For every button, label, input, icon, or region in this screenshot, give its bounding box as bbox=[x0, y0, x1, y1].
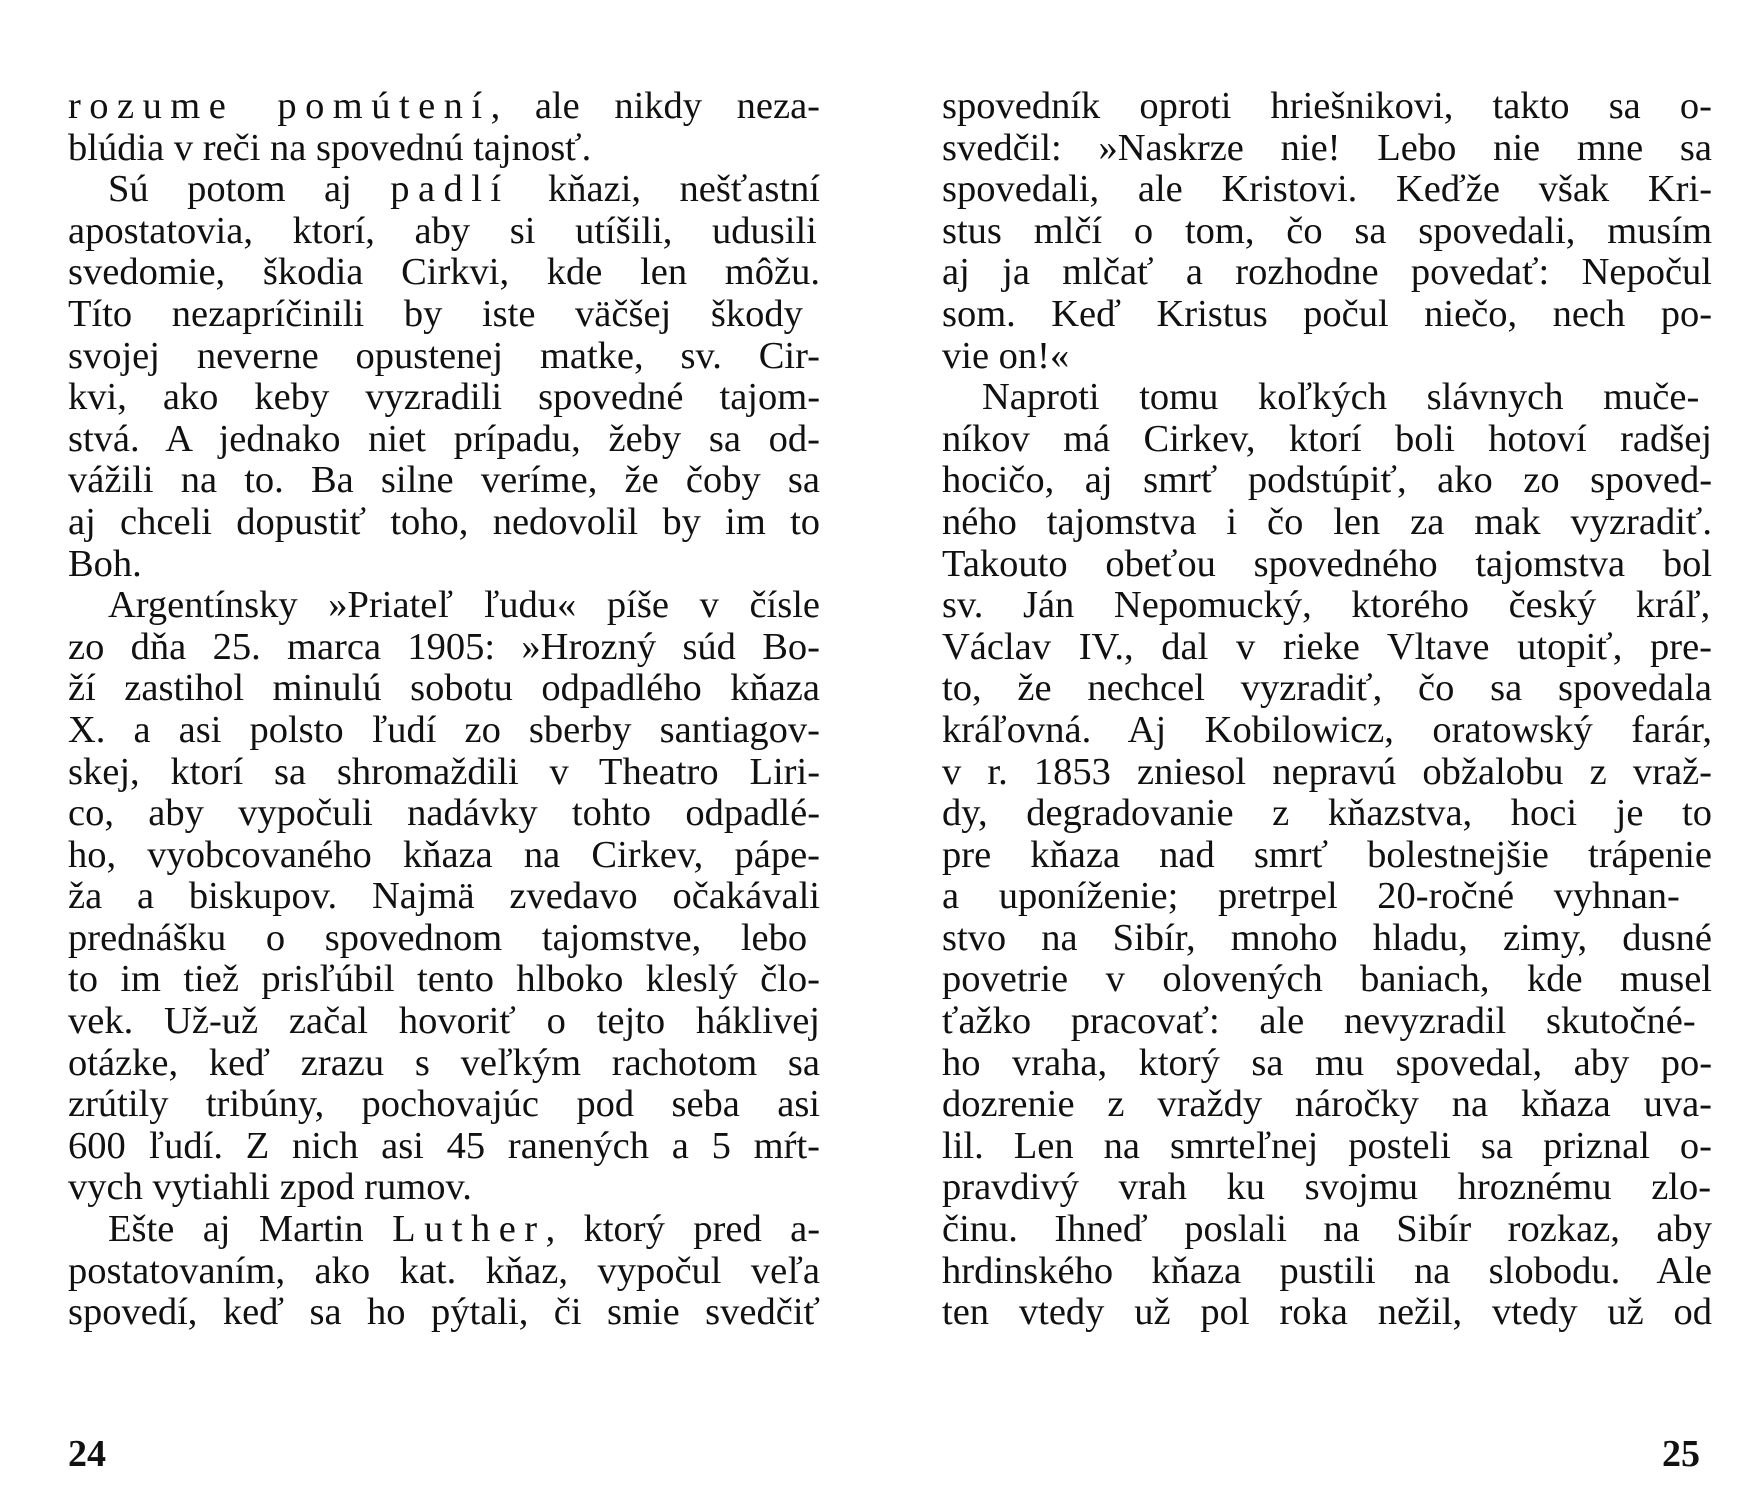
line-text: otázke, keď zrazu s veľkým rachotom sa bbox=[68, 1041, 820, 1084]
line-text: ten vtedy už pol roka nežil, vtedy už od bbox=[942, 1291, 1713, 1334]
line-text: aj ja mlčať a rozhodne povedať: Nepočul bbox=[942, 251, 1712, 294]
text-line bbox=[68, 876, 820, 918]
text-line bbox=[68, 1167, 820, 1209]
text-line bbox=[68, 1251, 820, 1293]
left-page-number: 24 bbox=[68, 1433, 106, 1475]
line-text: Boh. bbox=[68, 542, 142, 585]
line-text: to im tiež prisľúbil tento hlboko kleslý člo- bbox=[68, 958, 820, 1001]
line-text: stvo na Sibír, mnoho hladu, zimy, dusné bbox=[942, 916, 1713, 959]
line-text: stus mlčí o tom, čo sa spovedali, musím bbox=[942, 209, 1713, 252]
line-text: pravdivý vrah ku svojmu hroznému zlo- bbox=[942, 1166, 1712, 1209]
text-line bbox=[942, 710, 1712, 752]
text-line bbox=[68, 211, 820, 253]
line-text: lil. Len na smrteľnej posteli sa priznal o- bbox=[942, 1124, 1712, 1167]
text-line bbox=[942, 627, 1712, 669]
text-line bbox=[942, 1209, 1712, 1251]
line-text: , ktorý pred a- bbox=[545, 1208, 821, 1251]
line-text: dy, degradovanie z kňazstva, hoci je to bbox=[942, 792, 1712, 835]
line-text: co, aby vypočuli nadávky tohto odpadlé- bbox=[68, 792, 821, 835]
line-text: prednášku o spovednom tajomstve, lebo bbox=[68, 916, 808, 959]
text-line bbox=[68, 294, 820, 336]
text-line bbox=[68, 377, 820, 419]
line-text: dozrenie z vraždy náročky na kňaza uva- bbox=[942, 1083, 1713, 1126]
text-line bbox=[942, 1126, 1712, 1168]
line-text: 600 ľudí. Z nich asi 45 ranených a 5 mŕt- bbox=[68, 1124, 820, 1167]
text-line bbox=[942, 502, 1712, 544]
spaced-emphasis-text: Luther bbox=[392, 1208, 546, 1251]
text-line bbox=[68, 668, 820, 710]
text-line bbox=[68, 585, 820, 627]
line-text: spovedí, keď sa ho pýtali, či smie svedčiť bbox=[68, 1291, 820, 1334]
text-line bbox=[942, 460, 1712, 502]
text-line bbox=[942, 1043, 1712, 1085]
line-text: Václav IV., dal v rieke Vltave utopiť, pre- bbox=[942, 625, 1713, 668]
line-text: činu. Ihneď poslali na Sibír rozkaz, aby bbox=[942, 1208, 1712, 1251]
line-text: postatovaním, ako kat. kňaz, vypočul veľa bbox=[68, 1249, 820, 1292]
line-text: Naproti tomu koľkých slávnych muče- bbox=[982, 376, 1700, 419]
line-text: aj chceli dopustiť toho, nedovolil by im to bbox=[68, 500, 821, 543]
line-text: vážili na to. Ba silne veríme, že čoby sa bbox=[68, 459, 820, 502]
line-text: to, že nechcel vyzradiť, čo sa spovedala bbox=[942, 667, 1712, 710]
text-line bbox=[68, 1043, 820, 1085]
line-text: kráľovná. Aj Kobilowicz, oratowský farár, bbox=[942, 708, 1713, 751]
text-line bbox=[942, 959, 1712, 1001]
text-line bbox=[942, 876, 1712, 918]
text-line bbox=[942, 86, 1712, 128]
right-page bbox=[876, 0, 1752, 1500]
line-text: skej, ktorí sa shromaždili v Theatro Liri- bbox=[68, 750, 821, 793]
line-text: blúdia v reči na spovednú tajnosť. bbox=[68, 126, 592, 169]
text-line bbox=[942, 336, 1712, 378]
line-text: sv. Ján Nepomucký, ktorého český kráľ, bbox=[942, 584, 1711, 627]
text-line bbox=[68, 1126, 820, 1168]
text-line bbox=[942, 1084, 1712, 1126]
text-line bbox=[942, 918, 1712, 960]
line-text: vek. Už-už začal hovoriť o tejto háklivej bbox=[68, 1000, 820, 1043]
line-text: Títo nezapríčinili by iste väčšej škody bbox=[68, 292, 803, 335]
text-line bbox=[942, 1251, 1712, 1293]
line-text: spovedník oproti hriešnikovi, takto sa o- bbox=[942, 85, 1712, 127]
spaced-emphasis-text: rozume pomútení bbox=[68, 85, 491, 127]
text-line bbox=[942, 793, 1712, 835]
text-line bbox=[68, 835, 820, 877]
line-text: hrdinského kňaza pustili na slobodu. Ale bbox=[942, 1249, 1713, 1292]
text-line bbox=[68, 627, 820, 669]
text-line bbox=[942, 211, 1712, 253]
text-line bbox=[68, 128, 820, 170]
left-text-column bbox=[68, 86, 820, 1334]
line-text: v r. 1853 zniesol nepravú obžalobu z vraž- bbox=[942, 750, 1712, 793]
line-text: ža a biskupov. Najmä zvedavo očakávali bbox=[68, 875, 820, 918]
line-text: svojej neverne opustenej matke, sv. Cir- bbox=[68, 334, 820, 377]
text-line bbox=[942, 294, 1712, 336]
text-line bbox=[942, 169, 1712, 211]
line-text: X. a asi polsto ľudí zo sberby santiagov- bbox=[68, 708, 820, 751]
text-line bbox=[68, 752, 820, 794]
text-line bbox=[942, 1167, 1712, 1209]
text-line bbox=[68, 252, 820, 294]
text-line bbox=[942, 1001, 1712, 1043]
text-line bbox=[68, 959, 820, 1001]
text-line bbox=[942, 377, 1712, 419]
line-text: ného tajomstva i čo len za mak vyzradiť. bbox=[942, 500, 1712, 543]
line-text: Sú potom aj bbox=[108, 168, 391, 211]
text-line bbox=[942, 544, 1712, 586]
line-text: zo dňa 25. marca 1905: »Hrozný súd Bo- bbox=[68, 625, 820, 668]
text-line bbox=[942, 835, 1712, 877]
line-text: Ešte aj Martin bbox=[108, 1208, 393, 1251]
line-text: vie on!« bbox=[942, 334, 1070, 377]
line-text: stvá. A jednako niet prípadu, žeby sa od- bbox=[68, 417, 820, 460]
right-text-column bbox=[942, 86, 1712, 1334]
line-text: kňazi, nešťastní bbox=[509, 168, 821, 211]
text-line bbox=[68, 1001, 820, 1043]
line-text: povetrie v olovených baniach, kde musel bbox=[942, 958, 1712, 1001]
line-text: ží zastihol minulú sobotu odpadlého kňaza bbox=[68, 667, 820, 710]
line-text: a uponíženie; pretrpel 20-ročné vyhnan- bbox=[942, 875, 1680, 918]
text-line bbox=[68, 918, 820, 960]
text-line bbox=[942, 1292, 1712, 1334]
text-line bbox=[68, 169, 820, 211]
line-text: kvi, ako keby vyzradili spovedné tajom- bbox=[68, 376, 821, 419]
line-text: hocičo, aj smrť podstúpiť, ako zo spoved- bbox=[942, 459, 1713, 502]
spaced-emphasis-text: padlí bbox=[390, 168, 510, 211]
line-text: ho, vyobcovaného kňaza na Cirkev, pápe- bbox=[68, 833, 820, 876]
text-line bbox=[942, 752, 1712, 794]
line-text: zrútily tribúny, pochovajúc pod seba asi bbox=[68, 1083, 820, 1126]
text-line bbox=[68, 1084, 820, 1126]
text-line bbox=[68, 1292, 820, 1334]
text-line bbox=[942, 668, 1712, 710]
line-text: som. Keď Kristus počul niečo, nech po- bbox=[942, 292, 1713, 335]
text-line bbox=[68, 336, 820, 378]
line-text: ho vraha, ktorý sa mu spovedal, aby po- bbox=[942, 1041, 1713, 1084]
text-line bbox=[68, 419, 820, 461]
line-text: ťažko pracovať: ale nevyzradil skutočné- bbox=[942, 1000, 1696, 1043]
line-text: apostatovia, ktorí, aby si utíšili, udusili bbox=[68, 209, 817, 252]
text-line bbox=[68, 544, 820, 586]
right-page-number: 25 bbox=[1662, 1433, 1700, 1475]
line-text: Argentínsky »Priateľ ľudu« píše v čísle bbox=[108, 584, 821, 627]
text-line bbox=[68, 460, 820, 502]
text-line bbox=[68, 86, 820, 128]
text-line bbox=[942, 252, 1712, 294]
text-line bbox=[942, 128, 1712, 170]
line-text: , ale nikdy neza- bbox=[490, 85, 820, 127]
line-text: svedčil: »Naskrze nie! Lebo nie mne sa bbox=[942, 126, 1713, 169]
line-text: níkov má Cirkev, ktorí boli hotoví radšej bbox=[942, 417, 1712, 460]
text-line bbox=[942, 419, 1712, 461]
line-text: pre kňaza nad smrť bolestnejšie trápenie bbox=[942, 833, 1712, 876]
text-line bbox=[942, 585, 1712, 627]
text-line bbox=[68, 502, 820, 544]
line-text: Takouto obeťou spovedného tajomstva bol bbox=[942, 542, 1713, 585]
line-text: vych vytiahli zpod rumov. bbox=[68, 1166, 472, 1209]
line-text: svedomie, škodia Cirkvi, kde len môžu. bbox=[68, 251, 820, 294]
text-line bbox=[68, 710, 820, 752]
line-text: spovedali, ale Kristovi. Keďže však Kri- bbox=[942, 168, 1713, 211]
text-line bbox=[68, 793, 820, 835]
text-line bbox=[68, 1209, 820, 1251]
